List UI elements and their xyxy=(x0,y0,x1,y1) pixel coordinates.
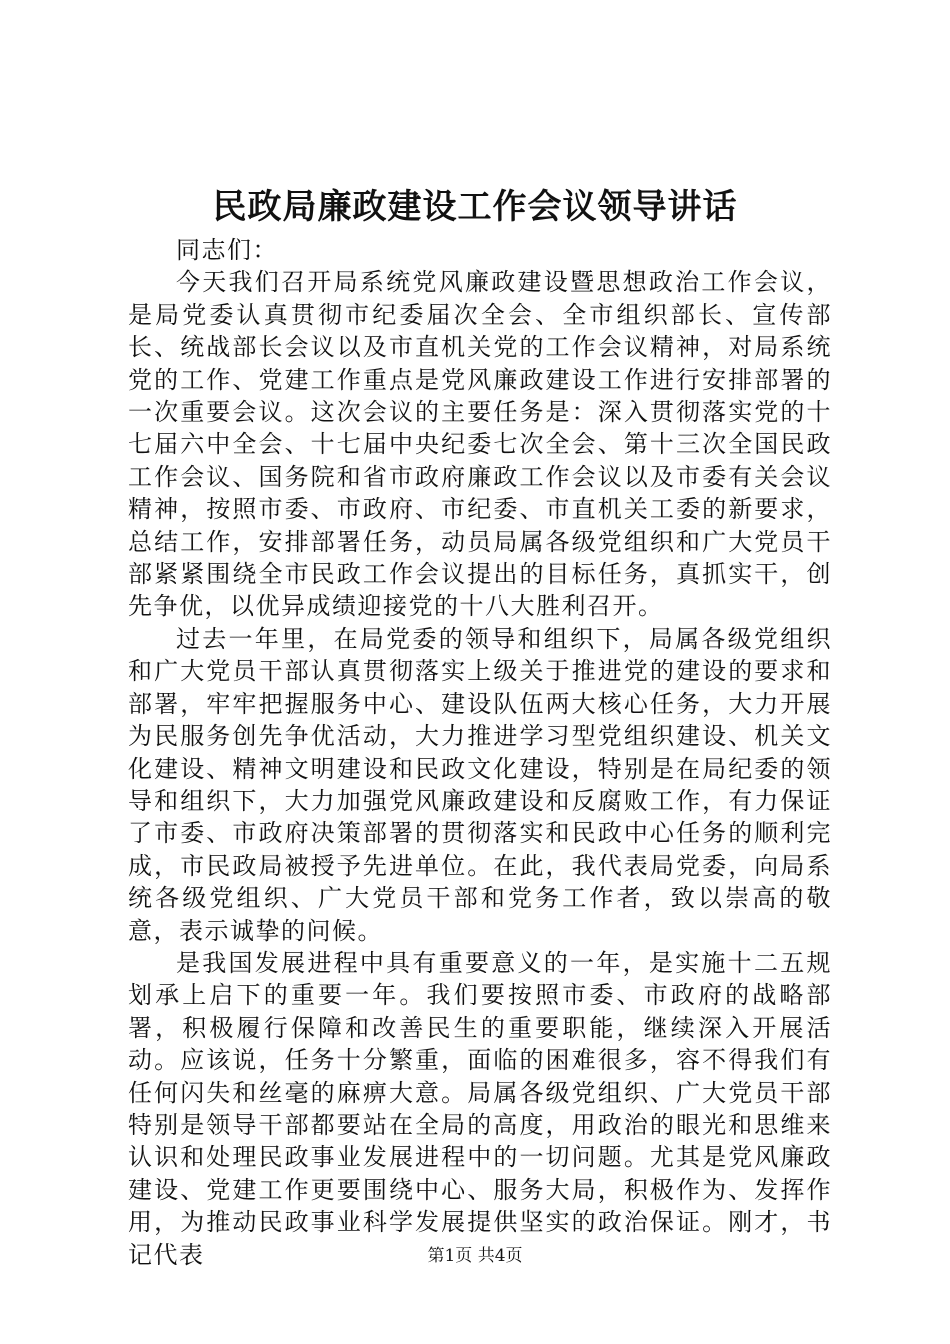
page-number: 第1页 共4页 xyxy=(427,1246,523,1266)
paragraph-2: 过去一年里，在局党委的领导和组织下，局属各级党组织和广大党员干部认真贯彻落实上级关于推进党的建设的要求和部署，牢牢把握服务中心、建设队伍两大核心任务，大力开展为民服务创先争优活动，大力推进学习型党组织建设、机关文化建设、精神文明建设和民政文化建设，特别是在局纪委的领导和组织下，大力加强党风廉政建设和反腐败工作，有力保证了市委、市政府决策部署的贯彻落实和民政中心任务的顺利完成，市民政局被授予先进单位。在此，我代表局党委，向局系统各级党组织、广大党员干部和党务工作者，致以崇高的敬意，表示诚挚的问候。 xyxy=(128,624,832,945)
document-title: 民政局廉政建设工作会议领导讲话 xyxy=(212,187,738,227)
paragraph-3: 是我国发展进程中具有重要意义的一年，是实施十二五规划承上启下的重要一年。我们要按照市委、市政府的战略部署，积极履行保障和改善民生的重要职能，继续深入开展活动。应该说，任务十分繁重，面临的困难很多，容不得我们有任何闪失和丝毫的麻痹大意。局属各级党组织、广大党员干部特别是领导干部都要站在全局的高度，用政治的眼光和思维来认识和处理民政事业发展进程中的一切问题。尤其是党风廉政建设、党建工作更要围绕中心、服务大局，积极作为、发挥作用，为推动民政事业科学发展提供坚实的政治保证。刚才，书记代表 xyxy=(128,948,832,1269)
document-body xyxy=(128,234,832,1271)
paragraph-1: 今天我们召开局系统党风廉政建设暨思想政治工作会议，是局党委认真贯彻市纪委届次全会、全市组织部长、宣传部长、统战部长会议以及市直机关党的工作会议精神，对局系统党的工作、党建工作重点是党风廉政建设工作进行安排部署的一次重要会议。这次会议的主要任务是：深入贯彻落实党的十七届六中全会、十七届中央纪委七次全会、第十三次全国民政工作会议、国务院和省市政府廉政工作会议以及市委有关会议精神，按照市委、市政府、市纪委、市直机关工委的新要求，总结工作，安排部署任务，动员局属各级党组织和广大党员干部紧紧围绕全市民政工作会议提出的目标任务，真抓实干，创先争优，以优异成绩迎接党的十八大胜利召开。 xyxy=(128,268,832,621)
greeting: 同志们： xyxy=(176,236,278,264)
